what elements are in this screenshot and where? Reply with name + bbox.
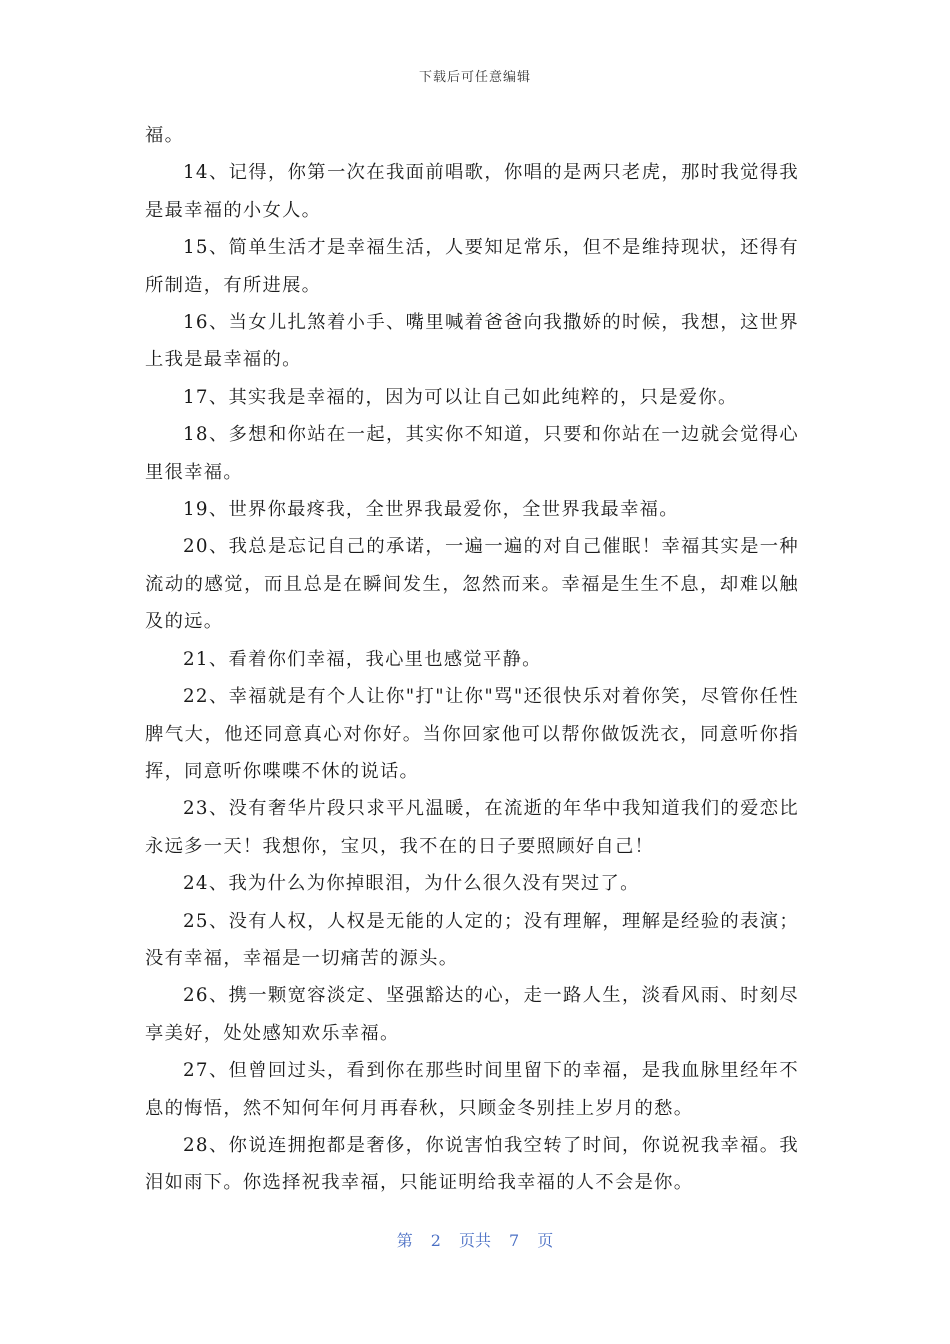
paragraph-25: 25、没有人权，人权是无能的人定的；没有理解，理解是经验的表演；没有幸福，幸福是一切痛苦的源头。 [145, 910, 799, 969]
paragraph-16: 16、当女儿扎煞着小手、嘴里喊着爸爸向我撒娇的时候，我想，这世界上我是最幸福的。 [145, 312, 799, 371]
paragraph-17: 17、其实我是幸福的，因为可以让自己如此纯粹的，只是爱你。 [183, 386, 738, 408]
paragraph-21: 21、看着你们幸福，我心里也感觉平静。 [183, 648, 542, 670]
page-footer [0, 1228, 950, 1251]
paragraph-26: 26、携一颗宽容淡定、坚强豁达的心，走一路人生，淡看风雨、时刻尽享美好，处处感知欢乐幸福。 [145, 985, 799, 1044]
page-header: 下载后可任意编辑 [418, 70, 531, 85]
paragraph-23: 23、没有奢华片段只求平凡温暖，在流逝的年华中我知道我们的爱恋比永远多一天！我想你，宝贝，我不在的日子要照顾好自己！ [145, 798, 799, 857]
footer-prefix: 第 [396, 1231, 413, 1250]
document-body [145, 117, 799, 1202]
paragraph-24: 24、我为什么为你掉眼泪，为什么很久没有哭过了。 [183, 873, 640, 895]
paragraph-22: 22、幸福就是有个人让你"打"让你"骂"还很快乐对着你笑，尽管你任性脾气大，他还同意真心对你好。当你回家他可以帮你做饭洗衣，同意听你指挥，同意听你喋喋不休的说话。 [145, 686, 799, 782]
paragraph-19: 19、世界你最疼我，全世界我最爱你，全世界我最幸福。 [183, 499, 679, 521]
paragraph-20: 20、我总是忘记自己的承诺，一遍一遍的对自己催眠！幸福其实是一种流动的感觉，而且总是在瞬间发生，忽然而来。幸福是生生不息，却难以触及的远。 [145, 536, 799, 633]
paragraph-14: 14、记得，你第一次在我面前唱歌，你唱的是两只老虎，那时我觉得我是最幸福的小女人。 [145, 162, 799, 221]
paragraph-15: 15、简单生活才是幸福生活，人要知足常乐，但不是维持现状，还得有所制造，有所进展。 [145, 237, 799, 296]
paragraph-18: 18、多想和你站在一起，其实你不知道，只要和你站在一边就会觉得心里很幸福。 [145, 424, 799, 483]
footer-suffix: 页 [537, 1231, 554, 1250]
footer-total-pages: 7 [509, 1231, 520, 1250]
footer-page-number: 2 [430, 1231, 441, 1250]
paragraph-28: 28、你说连拥抱都是奢侈，你说害怕我空转了时间，你说祝我幸福。我泪如雨下。你选择祝我幸福，只能证明给我幸福的人不会是你。 [145, 1134, 799, 1194]
paragraph-27: 27、但曾回过头，看到你在那些时间里留下的幸福，是我血脉里经年不息的悔悟，然不知何年何月再春秋，只顾金冬别挂上岁月的愁。 [145, 1060, 799, 1119]
footer-middle: 页共 [458, 1231, 491, 1250]
paragraph-continuation: 福。 [145, 125, 185, 146]
